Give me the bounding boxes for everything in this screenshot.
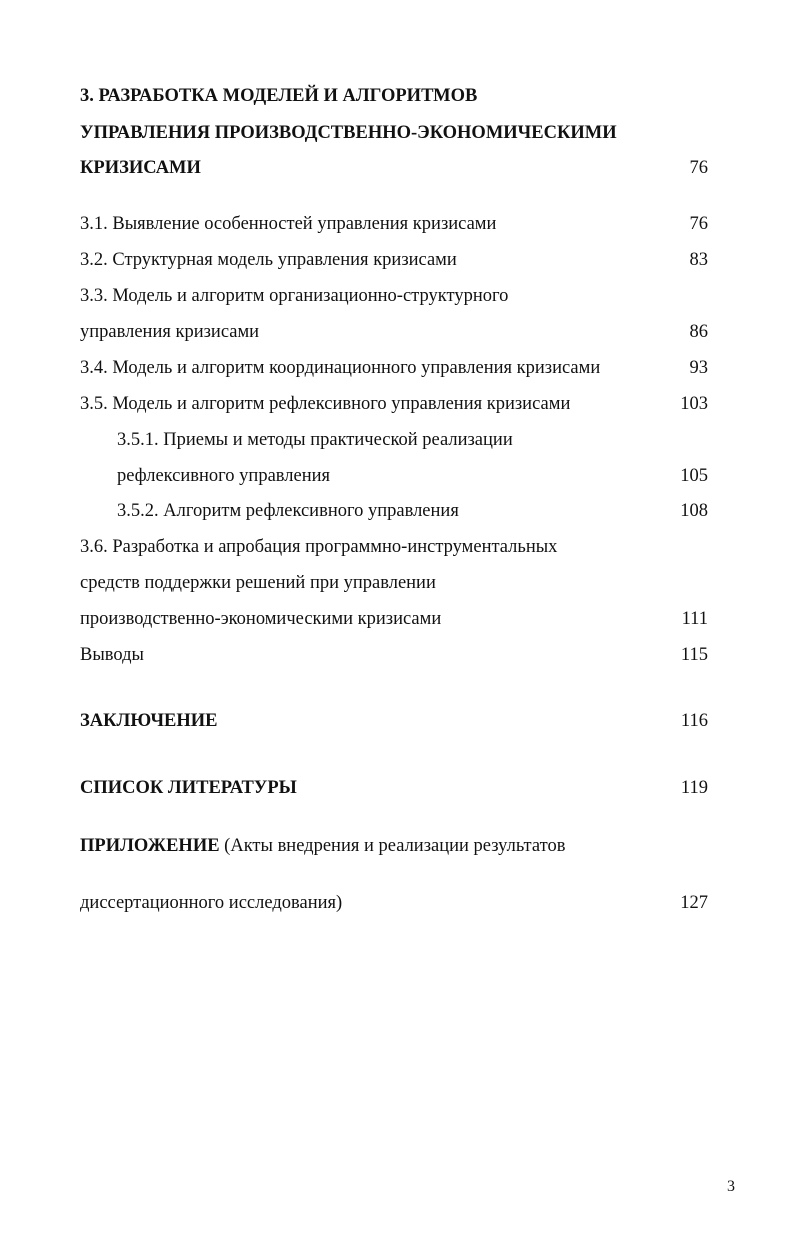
- toc-section-3-5-1-line-2: рефлексивного управления 105: [117, 466, 708, 486]
- toc-section-3-5-2: 3.5.2. Алгоритм рефлексивного управления 108: [117, 501, 708, 521]
- toc-summary-page: 116: [680, 711, 708, 731]
- toc-section-3-3-page: 86: [689, 322, 708, 342]
- toc-section-3-5-1-page: 105: [680, 466, 708, 486]
- toc-section-3-4-page: 93: [689, 358, 708, 378]
- toc-section-3-5-page: 103: [680, 394, 708, 414]
- toc-appendix-page: 127: [680, 893, 708, 913]
- toc-chapter-3-title-line-1: 3. РАЗРАБОТКА МОДЕЛЕЙ И АЛГОРИТМОВ: [80, 86, 478, 106]
- toc-summary: ЗАКЛЮЧЕНИЕ 116: [80, 711, 708, 731]
- toc-section-3-1: 3.1. Выявление особенностей управления кризисами 76: [80, 214, 708, 234]
- toc-section-3-3-line-1: 3.3. Модель и алгоритм организационно-структурного: [80, 286, 509, 306]
- toc-section-3-6-line-3: производственно-экономическими кризисами 111: [80, 609, 708, 629]
- toc-section-3-6-line-1: 3.6. Разработка и апробация программно-инструментальных: [80, 537, 558, 557]
- toc-references-page: 119: [680, 778, 708, 798]
- toc-section-3-6-page: 111: [681, 609, 708, 629]
- toc-appendix-title: ПРИЛОЖЕНИЕ: [80, 836, 220, 856]
- toc-section-3-5-2-page: 108: [680, 501, 708, 521]
- toc-conclusions-page: 115: [680, 645, 708, 665]
- toc-section-3-5-1-line-1: 3.5.1. Приемы и методы практической реализации: [117, 430, 513, 450]
- toc-section-3-2-page: 83: [689, 250, 708, 270]
- toc-conclusions: Выводы 115: [80, 645, 708, 665]
- toc-references: СПИСОК ЛИТЕРАТУРЫ 119: [80, 778, 708, 798]
- toc-appendix-line-2: диссертационного исследования) 127: [80, 893, 708, 913]
- toc-appendix-line-1: [80, 834, 708, 858]
- toc-appendix-description: (Акты внедрения и реализации результатов: [219, 836, 566, 856]
- toc-section-3-4: 3.4. Модель и алгоритм координационного управления кризисами 93: [80, 358, 708, 378]
- toc-section-3-1-page: 76: [689, 214, 708, 234]
- toc-chapter-3-page: 76: [689, 158, 708, 178]
- toc-section-3-2: 3.2. Структурная модель управления кризисами 83: [80, 250, 708, 270]
- page-number: 3: [727, 1178, 735, 1195]
- toc-chapter-3-title-line-2: УПРАВЛЕНИЯ ПРОИЗВОДСТВЕННО-ЭКОНОМИЧЕСКИМИ: [80, 123, 617, 143]
- toc-chapter-3-title-line-3: КРИЗИСАМИ 76: [80, 158, 708, 178]
- toc-section-3-3-line-2: управления кризисами 86: [80, 322, 708, 342]
- toc-section-3-5: 3.5. Модель и алгоритм рефлексивного управления кризисами 103: [80, 394, 708, 414]
- toc-section-3-6-line-2: средств поддержки решений при управлении: [80, 573, 436, 593]
